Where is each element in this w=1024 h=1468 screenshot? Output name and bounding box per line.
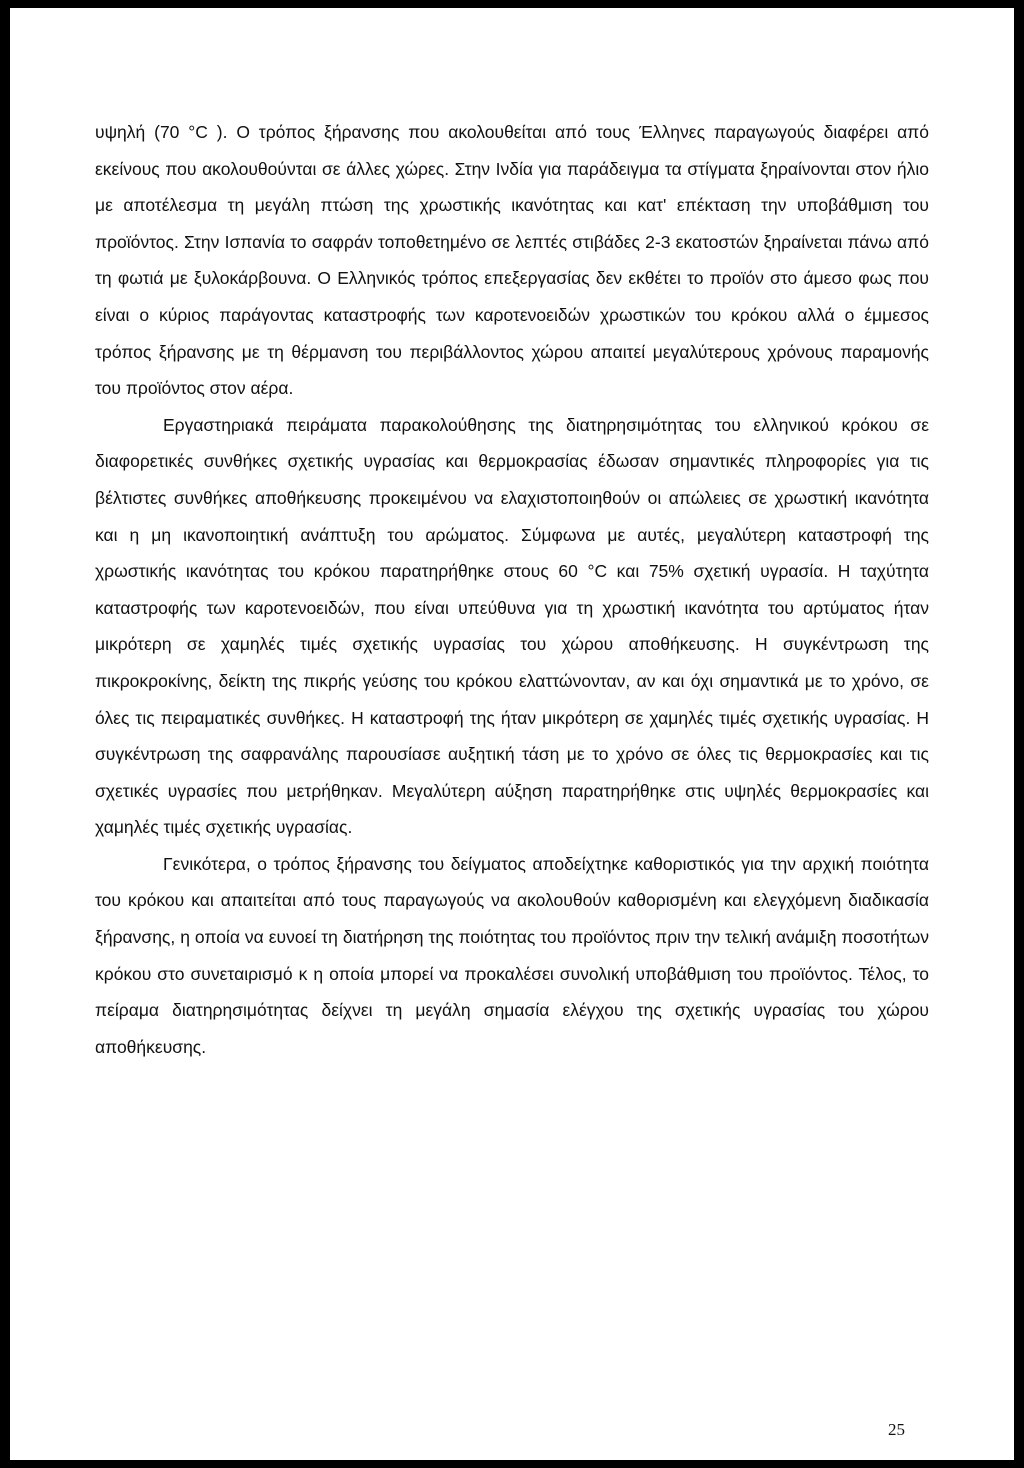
paragraph-2: Εργαστηριακά πειράματα παρακολούθησης της διατηρησιμότητας του ελληνικού κρόκου σε διαφορετικές συνθήκες σχετικής υγρασίας και θερμοκρασίας έδωσαν σημαντικές πληροφορίες για τις βέλτιστες συνθήκες αποθήκευσης προκειμένου να ελαχιστοποιηθούν οι απώλειες σε χρωστική ικανότητα και η μη ικανοποιητική ανάπτυξη του αρώματος. Σύμφωνα με αυτές, μεγαλύτερη καταστροφή της χρωστικής ικανότητας του κρόκου παρατηρήθηκε στους 60 °C και 75% σχετική υγρασία. Η ταχύτητα καταστροφής των καροτενοειδών, που είναι υπεύθυνα για τη χρωστική ικανότητα του αρτύματος ήταν μικρότερη σε χαμηλές τιμές σχετικής υγρασίας του χώρου αποθήκευσης. Η συγκέντρωση της πικροκροκίνης, δείκτη της πικρής γεύσης του κρόκου ελαττώνονταν, αν και όχι σημαντικά με το χρόνο, σε όλες τις πειραματικές συνθήκες. Η καταστροφή της ήταν μικρότερη σε χαμηλές τιμές σχετικής υγρασίας. Η συγκέντρωση της σαφρανάλης παρουσίασε αυξητική τάση με το χρόνο σε όλες τις θερμοκρασίες και τις σχετικές υγρασίες που μετρήθηκαν. Μεγαλύτερη αύξηση παρατηρήθηκε στις υψηλές θερμοκρασίες και χαμηλές τιμές σχετικής υγρασίας. [95,414,929,838]
paragraph-1: υψηλή (70 °C ). Ο τρόπος ξήρανσης που ακολουθείται από τους Έλληνες παραγωγούς διαφέρει από εκείνους που ακολουθούνται σε άλλες χώρες. Στην Ινδία για παράδειγμα τα στίγματα ξηραίνονται στον ήλιο με αποτέλεσμα τη μεγάλη πτώση της χρωστικής ικανότητας και κατ' επέκταση την υποβάθμιση του προϊόντος. Στην Ισπανία το σαφράν τοποθετημένο σε λεπτές στιβάδες 2-3 εκατοστών ξηραίνεται πάνω από τη φωτιά με ξυλοκάρβουνα. Ο Ελληνικός τρόπος επεξεργασίας δεν εκθέτει το προϊόν στο άμεσο φως που είναι ο κύριος παράγοντας καταστροφής των καροτενοειδών χρωστικών του κρόκου αλλά ο έμμεσος τρόπος ξήρανσης με τη θέρμανση του περιβάλλοντος χώρου απαιτεί μεγαλύτερους χρόνους παραμονής του προϊόντος στον αέρα. [95,122,929,399]
page-number: 25 [888,1420,905,1439]
document-page [10,8,1014,1460]
body-text [95,114,929,1065]
paragraph-3: Γενικότερα, ο τρόπος ξήρανσης του δείγματος αποδείχτηκε καθοριστικός για την αρχική ποιότητα του κρόκου και απαιτείται από τους παραγωγούς να ακολουθούν καθορισμένη και ελεγχόμενη διαδικασία ξήρανσης, η οποία να ευνοεί τη διατήρηση της ποιότητας του προϊόντος πριν την τελική ανάμιξη ποσοτήτων κρόκου στο συνεταιρισμό κ η οποία μπορεί να προκαλέσει συνολική υποβάθμιση του προϊόντος. Τέλος, το πείραμα διατηρησιμότητας δείχνει τη μεγάλη σημασία ελέγχου της σχετικής υγρασίας του χώρου αποθήκευσης. [95,853,929,1057]
